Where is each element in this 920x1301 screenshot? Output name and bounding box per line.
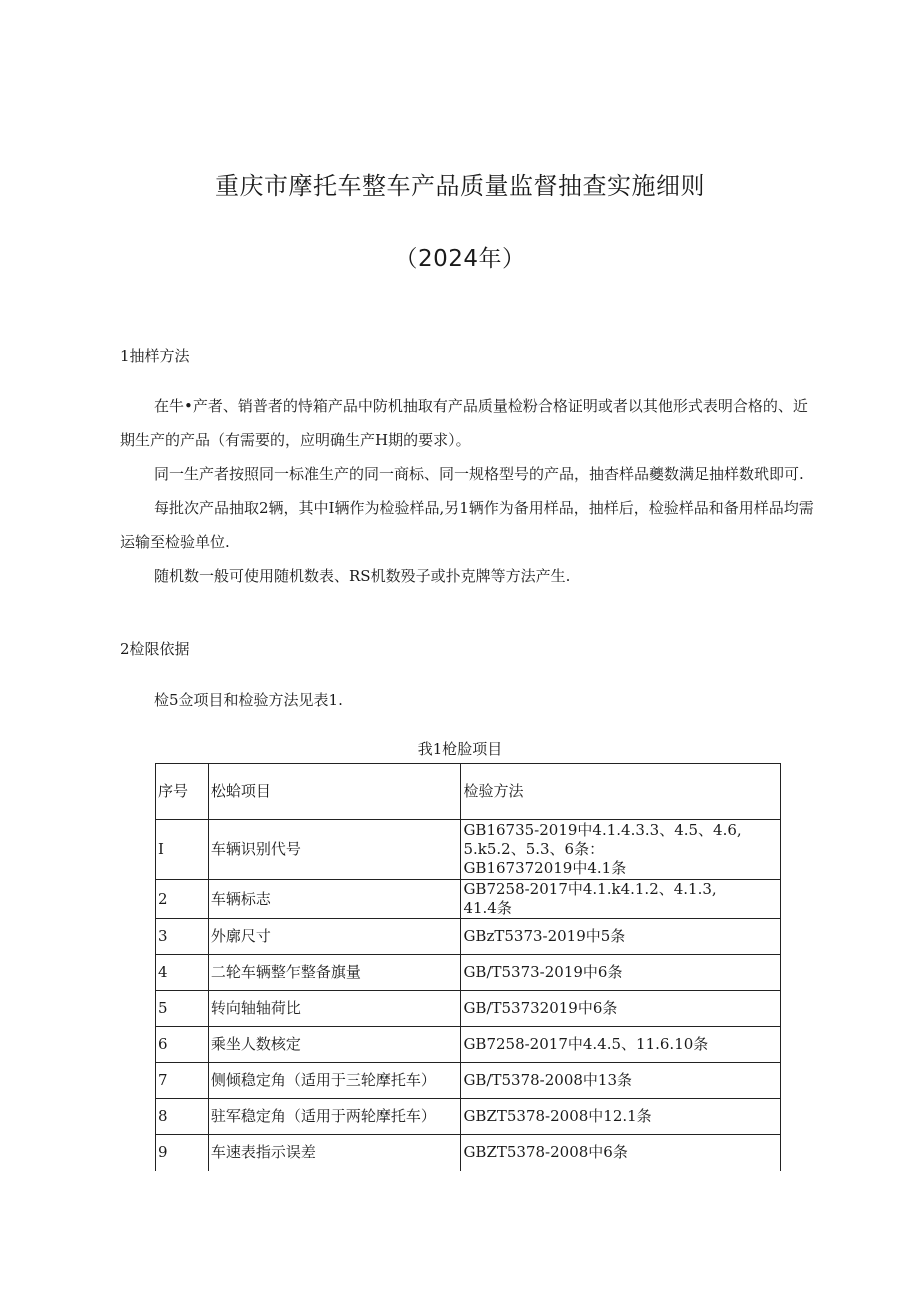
row-item: 侧倾稳定角（适用于三轮摩托车） — [208, 1063, 461, 1099]
table-row — [156, 880, 781, 919]
row-number: 6 — [156, 1027, 209, 1063]
row-method: GB7258-2017中4.4.5、11.6.10条 — [461, 1027, 781, 1063]
table-caption: 我1枪脸项目 — [417, 740, 503, 758]
row-method: GBZT5378-2008中12.1条 — [461, 1099, 781, 1135]
row-number: 3 — [156, 919, 209, 955]
row-item: 驻军稳定角（适用于两轮摩托车） — [208, 1099, 461, 1135]
row-method: GB/T53732019中6条 — [461, 991, 781, 1027]
document-year: （2024年） — [394, 246, 526, 272]
header-method: 检验方法 — [461, 764, 781, 820]
row-method: GB/T5373-2019中6条 — [461, 955, 781, 991]
row-number: 8 — [156, 1099, 209, 1135]
row-method: GB/T5378-2008中13条 — [461, 1063, 781, 1099]
section-1-heading: 1抽样方法 — [120, 347, 190, 365]
section-1-paragraph-2: 同一生产者按照同一标准生产的同一商标、同一规格型号的产品，抽杳样品夔数满足抽样数玳即可. — [154, 465, 804, 483]
row-method: GBZT5378-2008中6条 — [461, 1135, 781, 1171]
header-no: 序号 — [156, 764, 209, 820]
row-method: GB16735-2019中4.1.4.3.3、4.5、4.6, 5.k5.2、5.3、6条： GB167372019中4.1条 — [461, 820, 781, 880]
row-item: 车辆标志 — [208, 880, 461, 919]
table-row — [156, 1099, 781, 1135]
row-item: 车速表指示误差 — [208, 1135, 461, 1171]
row-item: 二轮车辆整乍整备旗量 — [208, 955, 461, 991]
row-number: I — [156, 820, 209, 880]
table-row — [156, 955, 781, 991]
table-row — [156, 1027, 781, 1063]
row-item: 转向轴轴荷比 — [208, 991, 461, 1027]
section-2-heading: 2检限依据 — [120, 640, 190, 658]
header-item: 松蛤项目 — [208, 764, 461, 820]
row-number: 2 — [156, 880, 209, 919]
table-row — [156, 1063, 781, 1099]
row-number: 4 — [156, 955, 209, 991]
section-2-paragraph-1: 检5佥项目和检验方法见表1. — [154, 691, 343, 709]
row-item: 车辆识别代号 — [208, 820, 461, 880]
table-row — [156, 1135, 781, 1171]
row-method: GB7258-2017中4.1.k4.1.2、4.1.3, 41.4条 — [461, 880, 781, 919]
table-header-row — [156, 764, 781, 820]
section-1-paragraph-3: 每批次产品抽取2辆，其中I辆作为检验样品,另1辆作为备用样品，抽样后，检验样品和备用样品均需运输至检验单位. — [120, 499, 814, 551]
row-number: 5 — [156, 991, 209, 1027]
table-row — [156, 991, 781, 1027]
section-1-paragraph-4: 随机数一般可使用随机数表、RS机数殁子或扑克牌等方法产生. — [154, 567, 571, 585]
row-method: GBzT5373-2019中5条 — [461, 919, 781, 955]
inspection-items-table — [155, 763, 781, 1171]
row-number: 7 — [156, 1063, 209, 1099]
document-title: 重庆市摩托车整车产品质量监督抽查实施细则 — [215, 172, 705, 200]
table-row — [156, 820, 781, 880]
row-number: 9 — [156, 1135, 209, 1171]
row-item: 乘坐人数核定 — [208, 1027, 461, 1063]
row-item: 外廓尺寸 — [208, 919, 461, 955]
table-row — [156, 919, 781, 955]
section-1-paragraph-1: 在牛•产者、销普者的恃箱产品中防机抽取有产品质量检粉合格证明或者以其他形式表明合格的、近期生产的产品（有需要的，应明确生产H期的要求）。 — [120, 397, 808, 449]
